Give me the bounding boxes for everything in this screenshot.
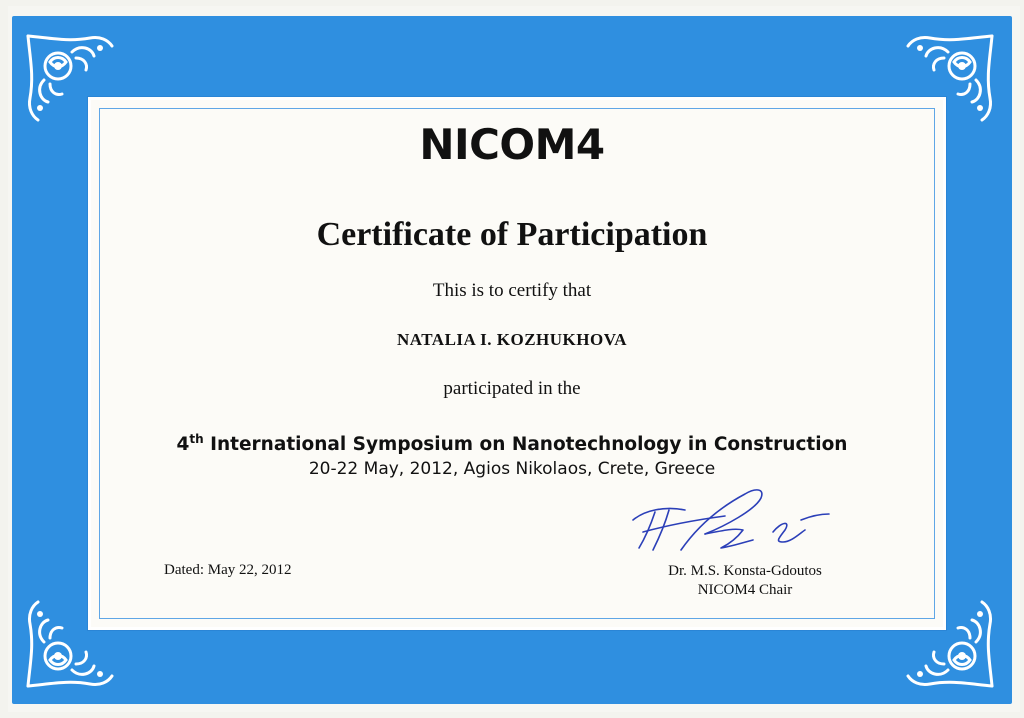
symposium-dates-location: 20-22 May, 2012, Agios Nikolaos, Crete, Greece: [308, 459, 716, 479]
symposium-title: [0, 432, 1024, 455]
event-header: NICOM4: [419, 120, 605, 169]
signatory-name: Dr. M.S. Konsta-Gdoutos: [668, 563, 822, 579]
symposium-ordinal-suffix: th: [189, 432, 204, 446]
signature-icon: [625, 480, 835, 560]
dated-line: Dated: May 22, 2012: [164, 562, 292, 578]
signatory-block: [620, 562, 870, 600]
signatory-title: NICOM4 Chair: [697, 582, 793, 598]
certify-line: This is to certify that: [432, 280, 592, 301]
symposium-name: International Symposium on Nanotechnology in Construction: [210, 434, 848, 456]
certificate-title: Certificate of Participation: [316, 216, 708, 253]
symposium-ordinal-number: 4: [176, 434, 190, 456]
recipient-name: NATALIA I. KOZHUKHOVA: [396, 330, 628, 349]
participated-line: participated in the: [443, 378, 581, 399]
